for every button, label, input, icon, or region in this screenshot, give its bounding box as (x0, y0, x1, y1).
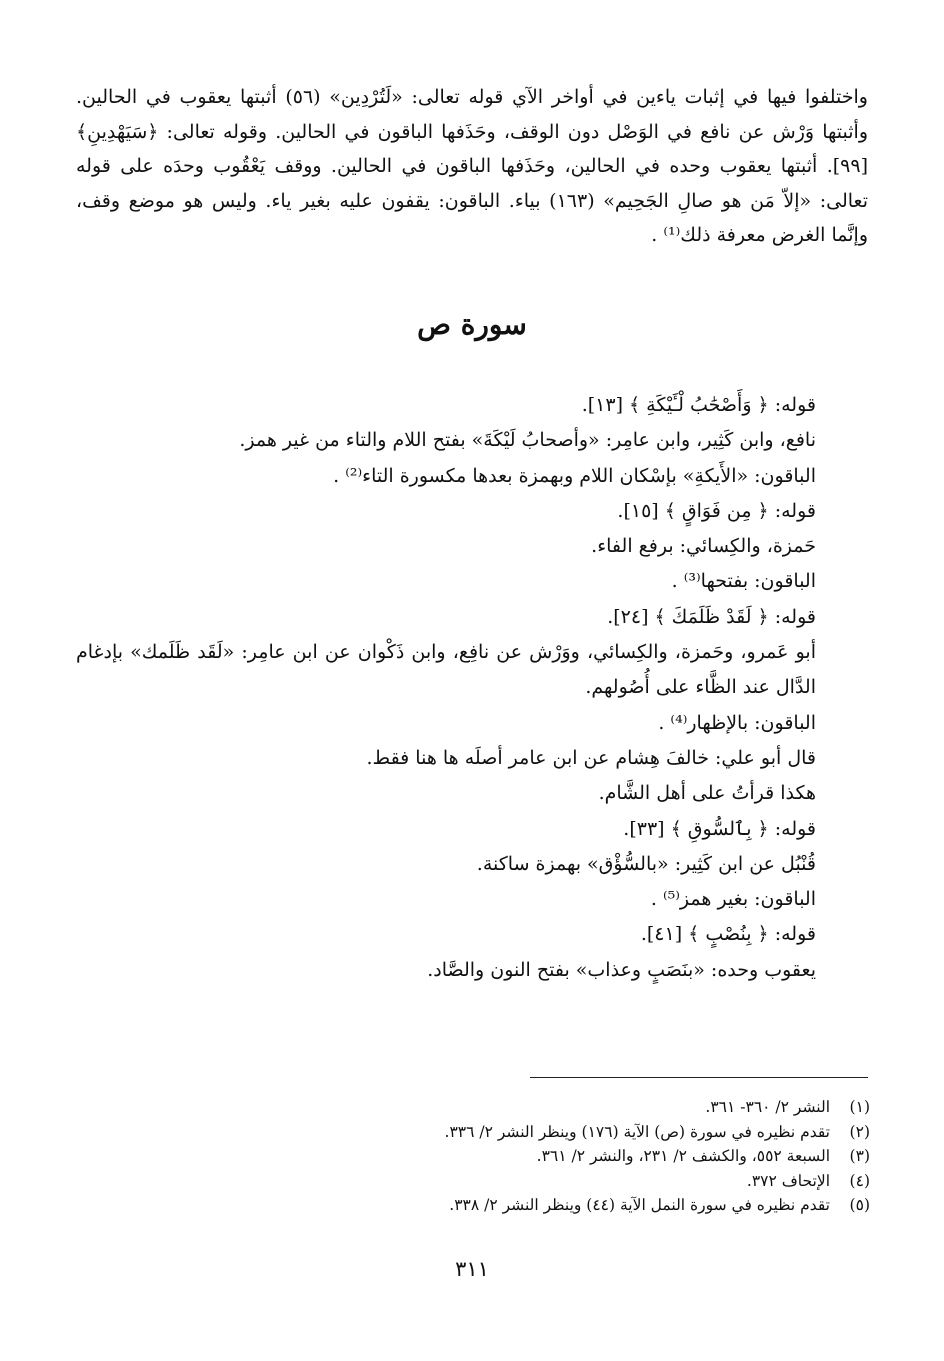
main-text (76, 388, 816, 988)
footnote-number: (٣) (849, 1147, 870, 1165)
text-line: قوله: ﴿ وَأَصْحَٰبُ لْـَٔيْكَةِ ﴾ [١٣]. (581, 394, 816, 416)
intro-paragraph (76, 80, 868, 253)
footnote-number: (٢) (849, 1122, 870, 1141)
footnote (80, 1144, 870, 1169)
footnote (80, 1095, 870, 1120)
footnotes (80, 1095, 870, 1218)
text-line: نافع، وابن كَثِير، وابن عامِر: «وأصحابُ لَيْكَةَ» بفتح اللام والتاء من غير همز. (239, 429, 816, 452)
page-number: ٣١١ (455, 1257, 489, 1281)
text-line: قوله: ﴿ لَقَدْ ظَلَمَكَ ﴾ [٢٤]. (607, 605, 816, 628)
surah-title: سورة ص (417, 308, 527, 341)
text-line: هكذا قرأتُ على أهل الشَّام. (598, 782, 816, 805)
text-line: قوله: ﴿ بِٱلسُّوقِ ﴾ [٣٣]. (623, 817, 816, 840)
footnote-number: (٤) (849, 1171, 870, 1190)
footnote (80, 1120, 870, 1145)
footnote-text: تقدم نظيره في سورة (ص) الآية (١٧٦) وينظر النشر ٢/ ٣٣٦. (444, 1122, 830, 1141)
text-line: قال أبو علي: خالفَ هِشام عن ابن عامر أصلَه ها هنا فقط. (366, 746, 816, 769)
text-line: الباقون: «الأَيكةِ» بإسْكان اللام وبهمزة بعدها مكسورة التاء⁽²⁾ . (333, 464, 816, 487)
footnote-text: تقدم نظيره في سورة النمل الآية (٤٤) وينظر النشر ٢/ ٣٣٨. (449, 1196, 830, 1214)
footnote (80, 1169, 870, 1194)
text-line: قوله: ﴿ بِنُصْبٍ ﴾ [٤١]. (640, 923, 816, 946)
text-line: حَمزة، والكِسائي: برفع الفاء. (591, 535, 816, 558)
footnote-separator (530, 1077, 868, 1078)
footnote-number: (١) (849, 1098, 870, 1116)
footnote-number: (٥) (849, 1196, 870, 1214)
text-line: أبو عَمرو، وحَمزة، والكِسائي، ووَرْش عن نافِع، وابن ذَكْوان عن ابن عامِر: «لَقَد ظَلَمك» بإدغام الدَّال عند الظَّاء على أُصُولهم. (76, 641, 816, 699)
footnote (80, 1193, 870, 1218)
text-line: الباقون: بفتحها⁽³⁾ . (671, 570, 816, 593)
footnote-text: السبعة ٥٥٢، والكشف ٢/ ٢٣١، والنشر ٢/ ٣٦١. (536, 1147, 830, 1165)
text-line: الباقون: بالإظهار⁽⁴⁾ . (658, 711, 816, 734)
text-line: قوله: ﴿ مِن فَوَاقٍ ﴾ [١٥]. (617, 499, 816, 522)
footnote-text: الإتحاف ٣٧٢. (746, 1171, 830, 1190)
text-line: الباقون: بغير همز⁽⁵⁾ . (650, 888, 816, 911)
text-line: قُنْبُل عن ابن كَثِير: «بالسُّؤْق» بهمزة ساكنة. (476, 852, 816, 875)
text-line: يعقوب وحده: «بنَصَبٍ وعذاب» بفتح النون والصَّاد. (427, 958, 816, 981)
intro-text: واختلفوا فيها في إثبات ياءين في أواخر الآي قوله تعالى: «لَتُرْدِين» (٥٦) أثبتها يعقوب في الحالين. وأثبتها وَرْش عن نافع في الوَصْل دون الوقف، وحَذَفها الباقون في الحالين. وقوله تعالى: ﴿سَيَهْدِينِ﴾ [٩٩]. أثبتها يعقوب وحده في الحالين، وحَذَفها الباقون في الحالين. ووقف يَعْقُوب وحدَه على قوله تعالى: «إلاّ مَن هو صالِ الجَحِيم» (١٦٣) بياء. الباقون: يقفون عليه بغير ياء. وليس هو موضع وقف، وإنَّما الغرض معرفة ذلك⁽¹⁾ . (76, 86, 868, 246)
footnote-text: النشر ٢/ ٣٦٠- ٣٦١. (705, 1098, 830, 1116)
